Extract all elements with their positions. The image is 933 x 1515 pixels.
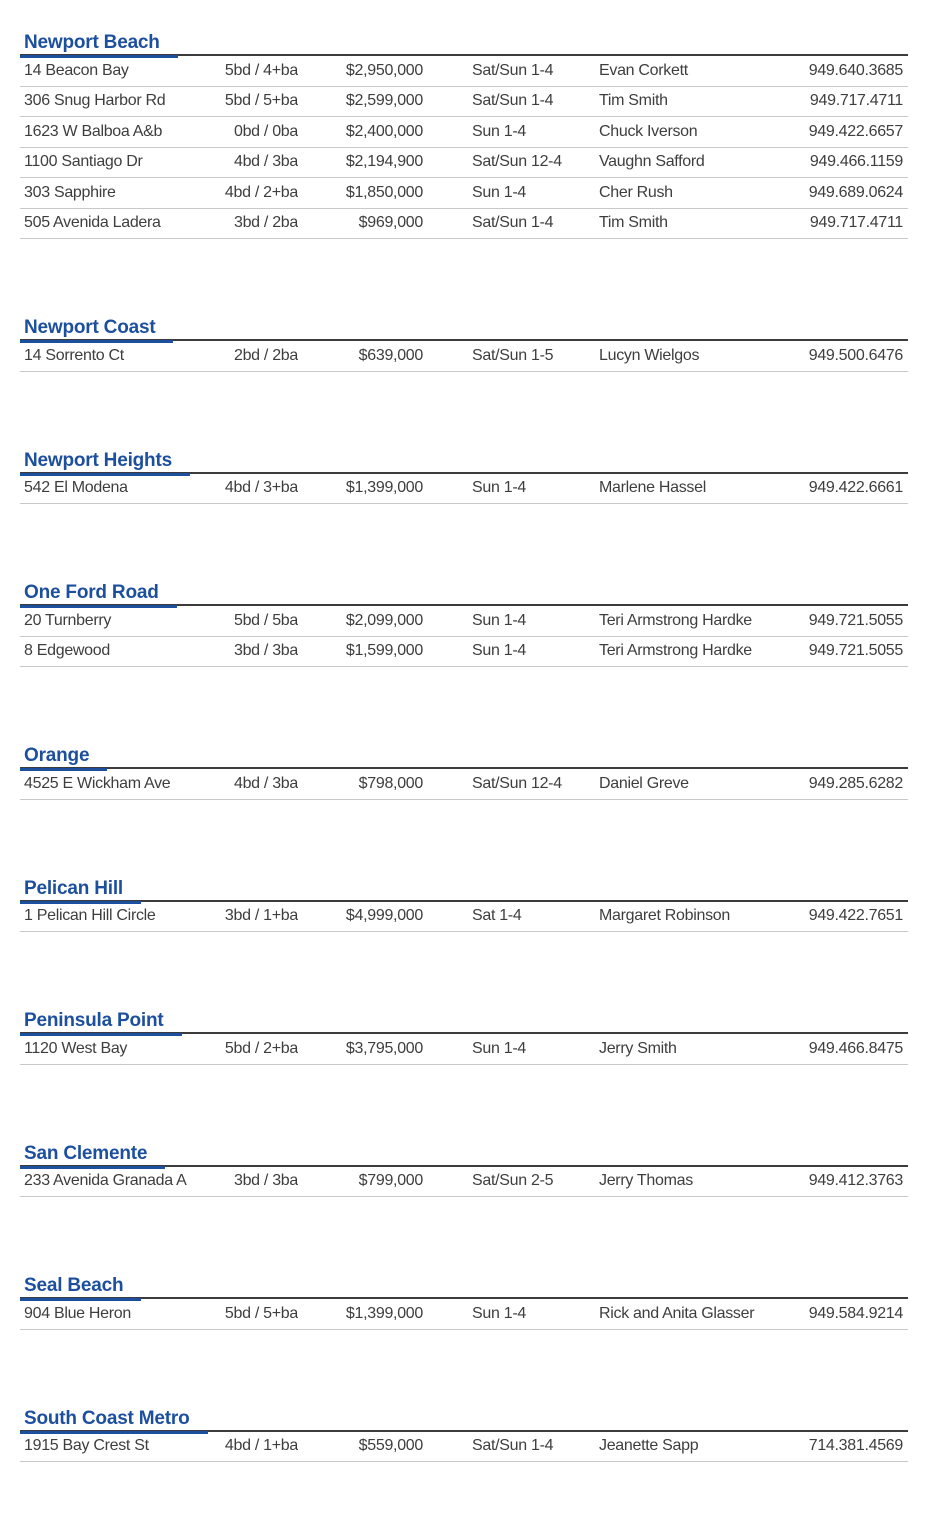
city-section xyxy=(20,1011,908,1065)
listing-beds-baths: 4bd / 1+ba xyxy=(224,1437,298,1455)
listing-rows xyxy=(20,341,908,372)
listing-open-times: Sat/Sun 2-5 xyxy=(472,1172,554,1190)
listing-row xyxy=(20,1299,908,1330)
listing-phone: 949.412.3763 xyxy=(808,1172,903,1190)
city-section xyxy=(20,33,908,239)
listing-row xyxy=(20,209,908,240)
listing-beds-baths: 5bd / 5ba xyxy=(233,611,298,629)
listing-open-times: Sat/Sun 1-4 xyxy=(472,92,554,110)
listing-beds-baths: 5bd / 5+ba xyxy=(224,92,298,110)
listing-address: 1623 W Balboa A&b xyxy=(24,122,163,140)
listing-row xyxy=(20,341,908,372)
listing-open-times: Sat 1-4 xyxy=(472,907,522,925)
city-section xyxy=(20,451,908,505)
listing-address: 233 Avenida Granada A xyxy=(24,1172,187,1190)
listing-row xyxy=(20,87,908,118)
section-title: Orange xyxy=(20,746,107,771)
listing-phone: 949.285.6282 xyxy=(808,774,903,792)
listing-open-times: Sat/Sun 1-5 xyxy=(472,346,554,364)
listing-beds-baths: 3bd / 2ba xyxy=(233,214,298,232)
listing-open-times: Sun 1-4 xyxy=(472,183,526,201)
listing-beds-baths: 0bd / 0ba xyxy=(233,122,298,140)
section-header xyxy=(20,879,908,902)
listing-phone: 949.422.6661 xyxy=(808,479,903,497)
listing-price: $639,000 xyxy=(358,346,423,364)
listing-rows xyxy=(20,1432,908,1463)
listing-phone: 949.422.7651 xyxy=(808,907,903,925)
listing-address: 505 Avenida Ladera xyxy=(24,214,161,232)
listing-agent: Tim Smith xyxy=(599,214,668,232)
listing-beds-baths: 3bd / 3ba xyxy=(233,1172,298,1190)
section-header xyxy=(20,318,908,341)
listing-open-times: Sun 1-4 xyxy=(472,1304,526,1322)
listing-agent: Teri Armstrong Hardke xyxy=(599,642,752,660)
listing-beds-baths: 3bd / 3ba xyxy=(233,642,298,660)
city-section xyxy=(20,1409,908,1463)
listing-phone: 949.717.4711 xyxy=(809,214,903,232)
listing-row xyxy=(20,606,908,637)
listing-open-times: Sat/Sun 12-4 xyxy=(472,153,562,171)
listing-price: $798,000 xyxy=(358,774,423,792)
listing-agent: Margaret Robinson xyxy=(599,907,730,925)
section-title: One Ford Road xyxy=(20,583,177,608)
listing-open-times: Sun 1-4 xyxy=(472,611,526,629)
listing-phone: 949.422.6657 xyxy=(808,122,903,140)
listing-agent: Chuck Iverson xyxy=(599,122,698,140)
listing-rows xyxy=(20,1034,908,1065)
listing-beds-baths: 4bd / 3ba xyxy=(233,774,298,792)
listing-price: $969,000 xyxy=(358,214,423,232)
city-section xyxy=(20,1276,908,1330)
listing-open-times: Sun 1-4 xyxy=(472,122,526,140)
listing-agent: Evan Corkett xyxy=(599,61,688,79)
listing-open-times: Sat/Sun 1-4 xyxy=(472,61,554,79)
listing-price: $1,399,000 xyxy=(345,479,423,497)
listing-price: $2,599,000 xyxy=(345,92,423,110)
listing-rows xyxy=(20,1299,908,1330)
listing-row xyxy=(20,1167,908,1198)
section-title: South Coast Metro xyxy=(20,1409,208,1434)
section-header xyxy=(20,746,908,769)
listing-address: 1120 West Bay xyxy=(24,1039,128,1057)
section-header xyxy=(20,1276,908,1299)
listing-row xyxy=(20,1034,908,1065)
listing-beds-baths: 5bd / 2+ba xyxy=(224,1039,298,1057)
listing-price: $559,000 xyxy=(358,1437,423,1455)
listing-beds-baths: 2bd / 2ba xyxy=(233,346,298,364)
listing-beds-baths: 5bd / 5+ba xyxy=(224,1304,298,1322)
listing-beds-baths: 4bd / 2+ba xyxy=(224,183,298,201)
listing-phone: 949.466.8475 xyxy=(808,1039,903,1057)
listing-price: $1,599,000 xyxy=(345,642,423,660)
listing-address: 1100 Santiago Dr xyxy=(24,153,143,171)
listing-row xyxy=(20,148,908,179)
listing-beds-baths: 4bd / 3+ba xyxy=(224,479,298,497)
listing-price: $2,400,000 xyxy=(345,122,423,140)
listing-agent: Tim Smith xyxy=(599,92,668,110)
listing-row xyxy=(20,769,908,800)
listing-row xyxy=(20,117,908,148)
city-section xyxy=(20,879,908,933)
listing-agent: Lucyn Wielgos xyxy=(599,346,700,364)
listing-phone: 949.717.4711 xyxy=(809,92,903,110)
listing-phone: 949.466.1159 xyxy=(809,153,903,171)
listing-price: $2,950,000 xyxy=(345,61,423,79)
listing-row xyxy=(20,902,908,933)
section-title: San Clemente xyxy=(20,1144,165,1169)
listing-open-times: Sat/Sun 1-4 xyxy=(472,1437,554,1455)
listing-agent: Jeanette Sapp xyxy=(599,1437,699,1455)
section-title: Seal Beach xyxy=(20,1276,141,1301)
listing-phone: 714.381.4569 xyxy=(808,1437,903,1455)
listing-address: 1 Pelican Hill Circle xyxy=(24,907,156,925)
listing-agent: Teri Armstrong Hardke xyxy=(599,611,752,629)
listing-open-times: Sun 1-4 xyxy=(472,642,526,660)
section-title: Newport Coast xyxy=(20,318,173,343)
listing-rows xyxy=(20,769,908,800)
listing-price: $3,795,000 xyxy=(345,1039,423,1057)
city-section xyxy=(20,746,908,800)
city-section xyxy=(20,1144,908,1198)
listing-row xyxy=(20,474,908,505)
section-header xyxy=(20,1011,908,1034)
listing-address: 14 Beacon Bay xyxy=(24,61,129,79)
listing-row xyxy=(20,637,908,668)
listing-price: $1,850,000 xyxy=(345,183,423,201)
listing-address: 1915 Bay Crest St xyxy=(24,1437,149,1455)
listing-beds-baths: 3bd / 1+ba xyxy=(224,907,298,925)
section-title: Pelican Hill xyxy=(20,879,141,904)
listing-rows xyxy=(20,606,908,667)
listing-price: $1,399,000 xyxy=(345,1304,423,1322)
listing-phone: 949.500.6476 xyxy=(808,346,903,364)
listing-rows xyxy=(20,474,908,505)
listings-page xyxy=(20,33,908,1462)
city-section xyxy=(20,583,908,667)
listing-address: 306 Snug Harbor Rd xyxy=(24,92,166,110)
listing-address: 20 Turnberry xyxy=(24,611,112,629)
listing-rows xyxy=(20,1167,908,1198)
listing-address: 14 Sorrento Ct xyxy=(24,346,124,364)
city-section xyxy=(20,318,908,372)
listing-agent: Marlene Hassel xyxy=(599,479,706,497)
listing-rows xyxy=(20,56,908,239)
section-title: Newport Heights xyxy=(20,451,190,476)
listing-address: 904 Blue Heron xyxy=(24,1304,131,1322)
section-title: Newport Beach xyxy=(20,33,178,58)
listing-phone: 949.689.0624 xyxy=(808,183,903,201)
listing-row xyxy=(20,56,908,87)
listing-agent: Daniel Greve xyxy=(599,774,689,792)
listing-price: $4,999,000 xyxy=(345,907,423,925)
listing-open-times: Sun 1-4 xyxy=(472,479,526,497)
listing-open-times: Sun 1-4 xyxy=(472,1039,526,1057)
listing-phone: 949.640.3685 xyxy=(808,61,903,79)
listing-rows xyxy=(20,902,908,933)
listing-address: 303 Sapphire xyxy=(24,183,116,201)
listing-open-times: Sat/Sun 1-4 xyxy=(472,214,554,232)
listing-address: 8 Edgewood xyxy=(24,642,110,660)
listing-price: $2,194,900 xyxy=(345,153,423,171)
listing-open-times: Sat/Sun 12-4 xyxy=(472,774,562,792)
listing-beds-baths: 5bd / 4+ba xyxy=(224,61,298,79)
listing-address: 4525 E Wickham Ave xyxy=(24,774,171,792)
listing-price: $799,000 xyxy=(358,1172,423,1190)
listing-row xyxy=(20,178,908,209)
section-header xyxy=(20,451,908,474)
listing-address: 542 El Modena xyxy=(24,479,128,497)
listing-row xyxy=(20,1432,908,1463)
section-header xyxy=(20,33,908,56)
listing-agent: Jerry Smith xyxy=(599,1039,677,1057)
listing-agent: Vaughn Safford xyxy=(599,153,705,171)
listing-phone: 949.721.5055 xyxy=(808,611,903,629)
listing-price: $2,099,000 xyxy=(345,611,423,629)
listing-beds-baths: 4bd / 3ba xyxy=(233,153,298,171)
section-header xyxy=(20,1409,908,1432)
listing-phone: 949.721.5055 xyxy=(808,642,903,660)
listing-agent: Cher Rush xyxy=(599,183,673,201)
section-header xyxy=(20,583,908,606)
listing-phone: 949.584.9214 xyxy=(808,1304,903,1322)
listing-agent: Rick and Anita Glasser xyxy=(599,1304,755,1322)
section-title: Peninsula Point xyxy=(20,1011,182,1036)
section-header xyxy=(20,1144,908,1167)
listing-agent: Jerry Thomas xyxy=(599,1172,693,1190)
